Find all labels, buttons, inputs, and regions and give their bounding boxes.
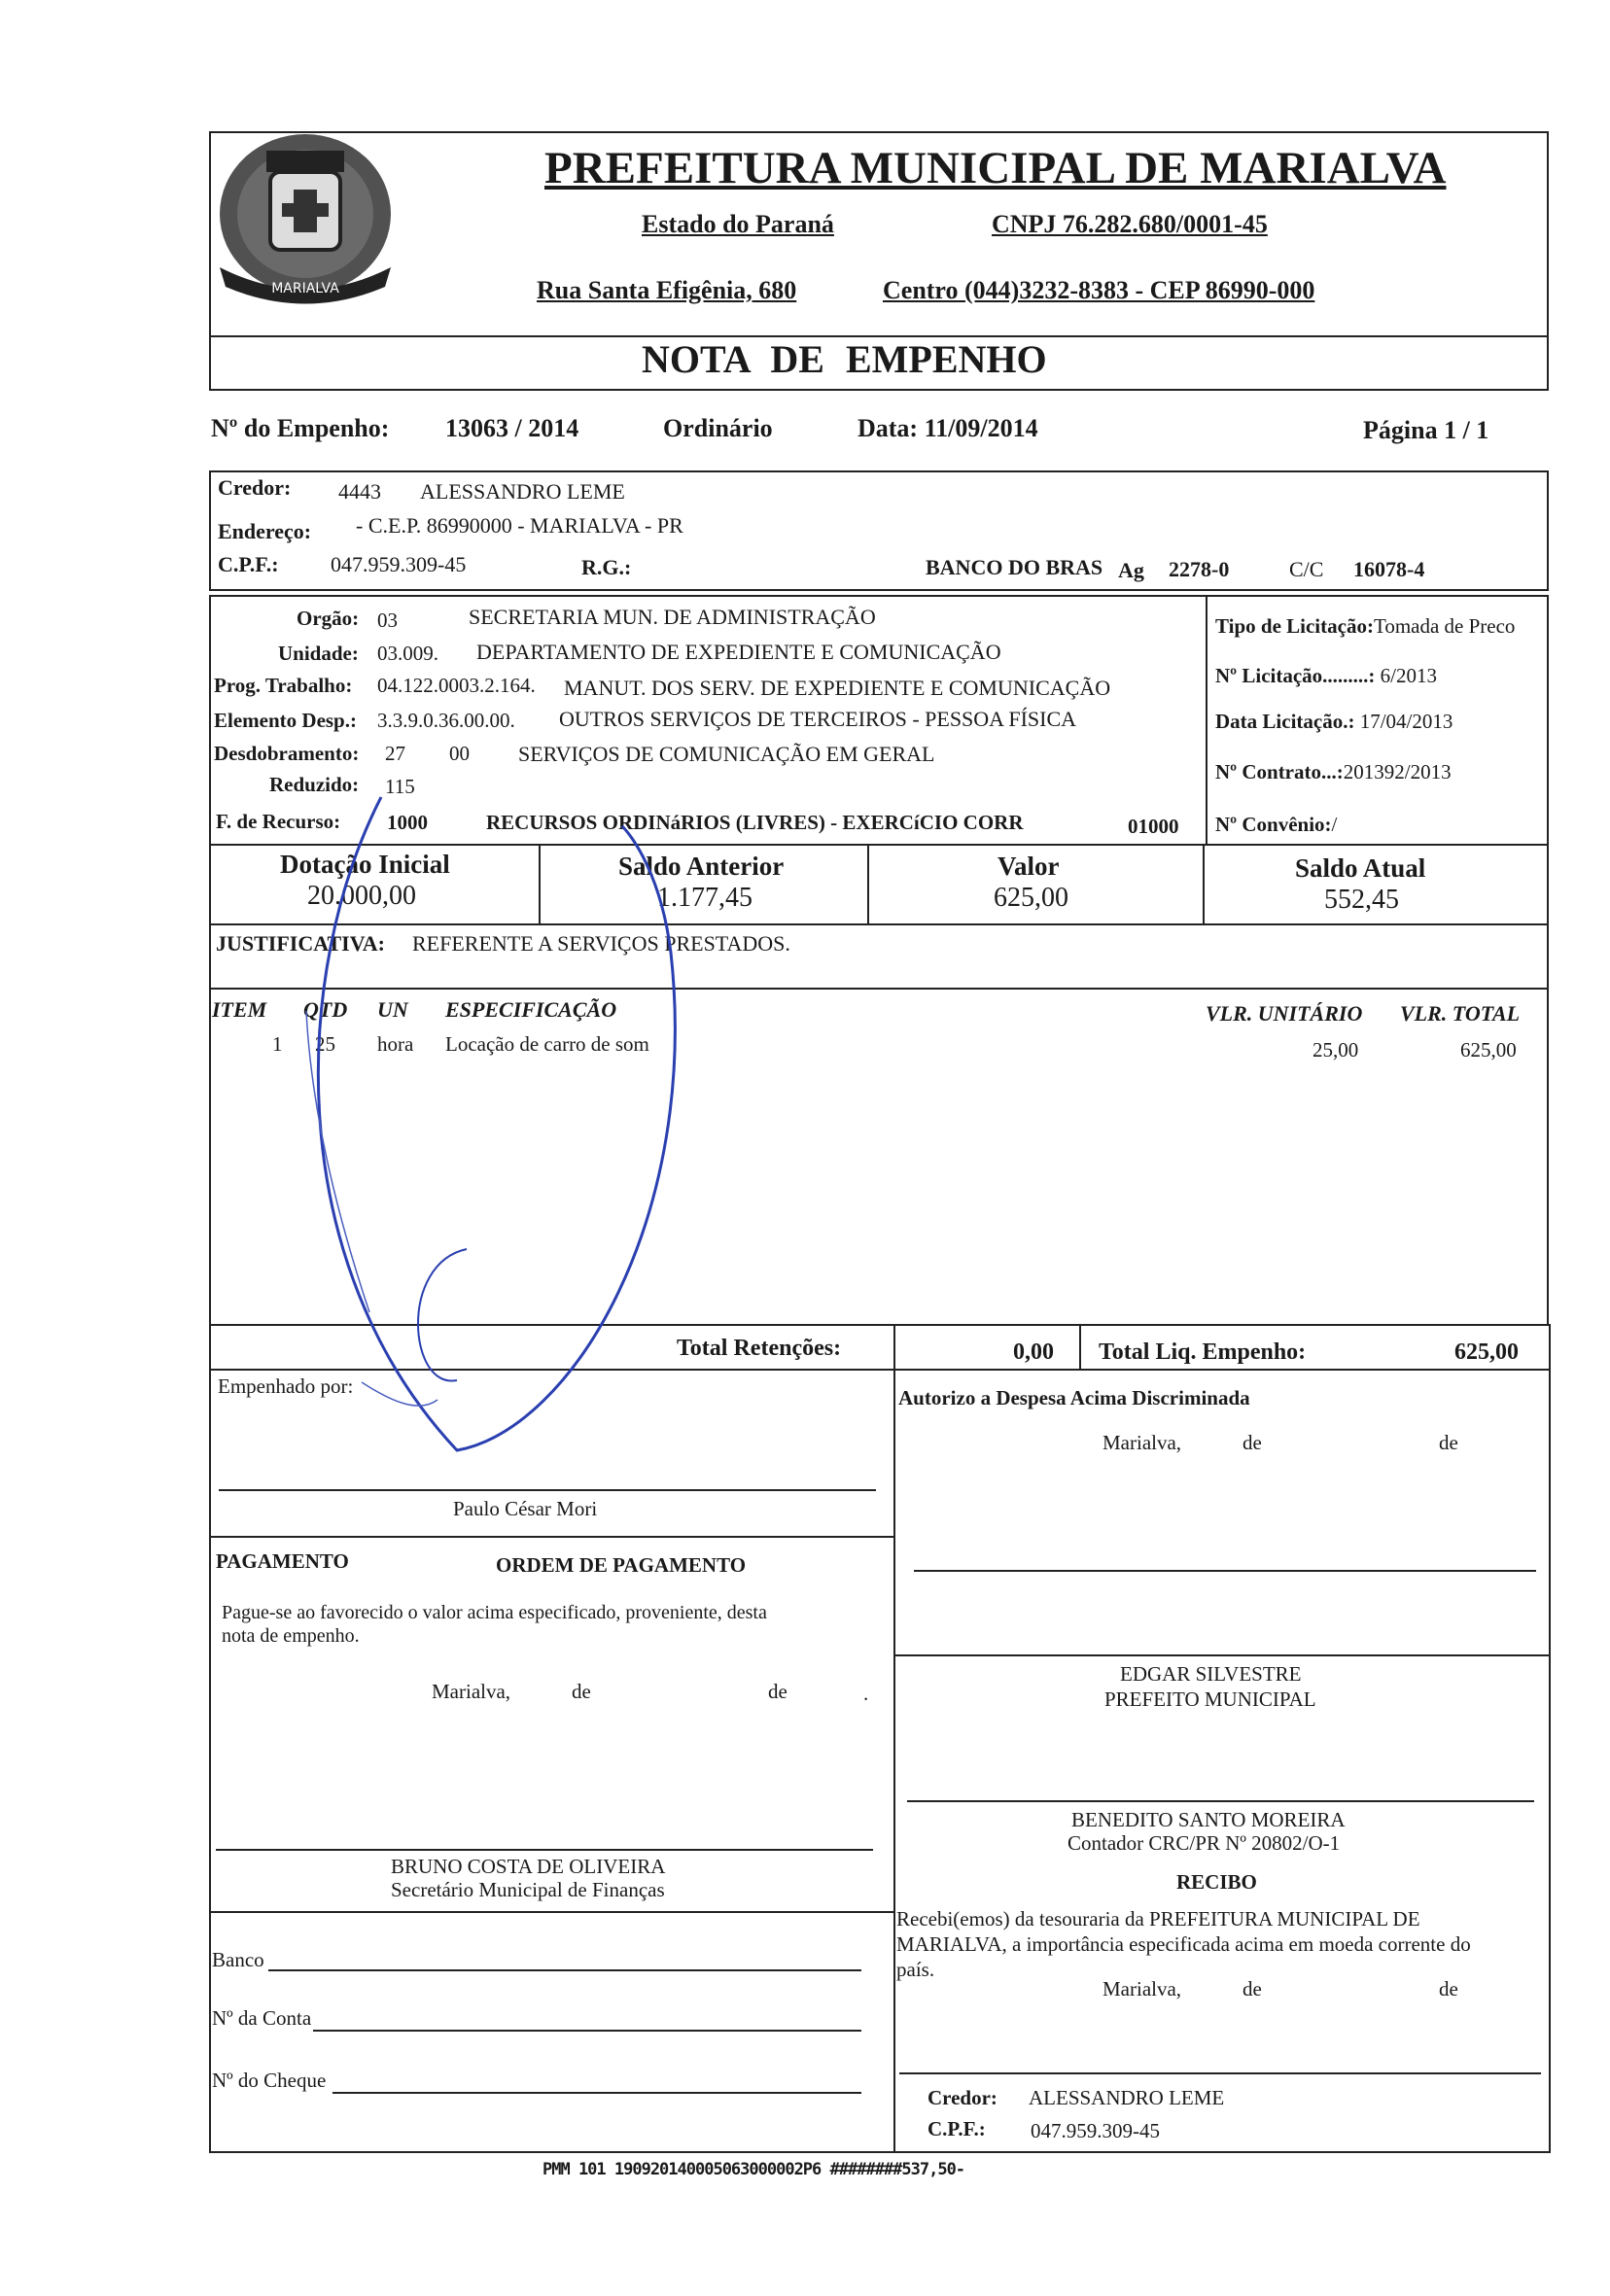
street-address: Rua Santa Efigênia, 680 [537, 276, 797, 304]
address-label: Endereço: [218, 519, 312, 543]
reduzido-value: 115 [385, 775, 415, 798]
credor-address: - C.E.P. 86990000 - MARIALVA - PR [356, 513, 683, 538]
banco-field[interactable] [268, 1969, 861, 1971]
recibo-cpf-value: 047.959.309-45 [1031, 2119, 1160, 2142]
row-un: hora [377, 1032, 414, 1056]
pagamento-de-2: de [768, 1680, 788, 1703]
recibo-text-1: Recebi(emos) da tesouraria da PREFEITURA MUNICIPAL DE [896, 1907, 1420, 1931]
empenho-date: Data: 11/09/2014 [858, 414, 1038, 442]
licitacao-data-value: 17/04/2013 [1359, 710, 1453, 733]
dotacao-value: 20.000,00 [307, 881, 416, 911]
col-un: UN [377, 997, 408, 1022]
reduzido-label: Reduzido: [269, 773, 360, 796]
contador-title: Contador CRC/PR Nº 20802/O-1 [1068, 1831, 1341, 1855]
autorizo-de-2: de [1439, 1431, 1458, 1454]
retencoes-value: 0,00 [1013, 1339, 1054, 1365]
retencoes-bottom-line [893, 1369, 1549, 1371]
prog-name: MANUT. DOS SERV. DE EXPEDIENTE E COMUNICAÇÃO [564, 676, 1111, 700]
desdobramento-name: SERVIÇOS DE COMUNICAÇÃO EM GERAL [518, 742, 935, 766]
saldo-atual-label: Saldo Atual [1295, 853, 1426, 883]
pagamento-dot: . [863, 1682, 869, 1705]
footer-code: PMM 101 190920140005063000002P6 ########537,50- [542, 2160, 965, 2179]
pague-text-1: Pague-se ao favorecido o valor acima especificado, proveniente, desta [222, 1602, 767, 1623]
autorizo-de-1: de [1242, 1431, 1262, 1454]
contador-signature-line [907, 1800, 1534, 1802]
row-spec: Locação de carro de som [445, 1032, 649, 1056]
unidade-code: 03.009. [377, 642, 438, 665]
dotacao-label: Dotação Inicial [280, 850, 450, 879]
svg-text:MARIALVA: MARIALVA [271, 281, 339, 296]
recurso-code: 1000 [387, 811, 428, 834]
recibo-signature-line [899, 2072, 1541, 2074]
municipal-crest [210, 122, 401, 306]
col-qtd: QTD [303, 997, 348, 1022]
budget-divider [1206, 595, 1208, 846]
licitacao-convenio [1215, 813, 1337, 837]
total-liq-label: Total Liq. Empenho: [1099, 1339, 1307, 1365]
empenhado-label: Empenhado por: [218, 1374, 354, 1398]
recurso-name: RECURSOS ORDINáRIOS (LIVRES) - EXERCíCIO CORR [486, 811, 1024, 834]
licitacao-contrato [1215, 760, 1452, 784]
empenho-label: Nº do Empenho: [211, 414, 390, 442]
unidade-name: DEPARTAMENTO DE EXPEDIENTE E COMUNICAÇÃO [476, 640, 1001, 664]
orgao-name: SECRETARIA MUN. DE ADMINISTRAÇÃO [469, 605, 876, 629]
secretario-signature-line [216, 1849, 873, 1851]
valor-value: 625,00 [994, 883, 1068, 913]
retencoes-divider-1 [893, 1324, 895, 1371]
retencoes-divider-2 [1079, 1324, 1081, 1371]
col-unit-price: VLR. UNITÁRIO [1206, 1001, 1363, 1026]
convenio-value: / [1331, 813, 1338, 836]
retencoes-top-line [209, 1324, 1549, 1326]
pagamento-label: PAGAMENTO [216, 1549, 349, 1573]
rg-label: R.G.: [581, 555, 632, 579]
justificativa-box [209, 923, 1549, 990]
pague-text-2: nota de empenho. [222, 1625, 360, 1647]
bank-section-top-line [209, 1911, 893, 1913]
lower-left-border [209, 1324, 211, 2153]
col-total: VLR. TOTAL [1400, 1001, 1521, 1026]
lower-right-border [1549, 1324, 1551, 2153]
elemento-code: 3.3.9.0.36.00.00. [377, 709, 515, 732]
empenho-type: Ordinário [663, 414, 773, 442]
cpf-label: C.P.F.: [218, 552, 279, 576]
row-unit-price: 25,00 [1312, 1038, 1359, 1061]
row-total: 625,00 [1460, 1038, 1517, 1061]
credor-label: Credor: [218, 475, 292, 500]
page-number: Página 1 / 1 [1363, 416, 1489, 444]
retencoes-label: Total Retenções: [677, 1336, 842, 1361]
account-number: 16078-4 [1353, 557, 1425, 581]
recibo-text-3: país. [896, 1958, 935, 1981]
lower-middle-divider [893, 1369, 895, 2151]
empenhado-name: Paulo César Mori [453, 1497, 598, 1520]
banco-label: Banco [212, 1948, 264, 1971]
secretario-name: BRUNO COSTA DE OLIVEIRA [391, 1855, 666, 1878]
total-liq-value: 625,00 [1454, 1339, 1519, 1365]
desdobramento-code: 27 [385, 742, 405, 765]
desdobramento-sub: 00 [449, 742, 470, 765]
licitacao-data-label: Data Licitação.: [1215, 710, 1355, 733]
state-name: Estado do Paraná [642, 210, 834, 238]
prog-code: 04.122.0003.2.164. [377, 674, 536, 697]
recibo-credor-label: Credor: [928, 2086, 998, 2109]
credor-cpf: 047.959.309-45 [331, 552, 467, 576]
pagamento-city: Marialva, [432, 1680, 511, 1703]
prefeito-name: EDGAR SILVESTRE [1120, 1662, 1302, 1686]
prog-label: Prog. Trabalho: [214, 674, 353, 697]
prefeito-title: PREFEITO MUNICIPAL [1104, 1687, 1316, 1711]
autorizo-text: Autorizo a Despesa Acima Discriminada [898, 1386, 1250, 1409]
totals-divider-3 [1203, 844, 1205, 925]
bank-name: BANCO DO BRAS [926, 555, 1103, 579]
row-item: 1 [272, 1032, 283, 1056]
saldo-atual-value: 552,45 [1324, 885, 1399, 915]
secretario-title: Secretário Municipal de Finanças [391, 1878, 665, 1901]
totals-divider-2 [867, 844, 869, 925]
credor-code: 4443 [338, 479, 381, 504]
recurso-extra: 01000 [1128, 815, 1179, 838]
convenio-label: Nº Convênio: [1215, 813, 1332, 836]
autorizo-city: Marialva, [1102, 1431, 1182, 1454]
totals-divider-1 [539, 844, 541, 925]
valor-label: Valor [998, 852, 1060, 881]
conta-field[interactable] [313, 2030, 861, 2032]
district-phone-cep: Centro (044)3232-8383 - CEP 86990-000 [883, 276, 1315, 304]
orgao-label: Orgão: [297, 607, 360, 630]
agency-label: Ag [1118, 558, 1144, 582]
agency-number: 2278-0 [1169, 557, 1230, 581]
contrato-label: Nº Contrato...: [1215, 760, 1344, 783]
orgao-code: 03 [377, 609, 398, 632]
recurso-label: F. de Recurso: [216, 810, 341, 833]
licitacao-tipo-label: Tipo de Licitação: [1215, 614, 1374, 638]
municipality-title: PREFEITURA MUNICIPAL DE MARIALVA [544, 143, 1447, 193]
col-spec: ESPECIFICAÇÃO [445, 997, 617, 1022]
recibo-credor-name: ALESSANDRO LEME [1029, 2086, 1225, 2109]
licitacao-numero-label: Nº Licitação.........: [1215, 664, 1376, 687]
recibo-cpf-label: C.P.F.: [928, 2117, 986, 2140]
lower-bottom-border [209, 2151, 1551, 2153]
prefeito-top-line [893, 1654, 1549, 1656]
licitacao-tipo [1215, 614, 1515, 639]
empenho-number: 13063 / 2014 [445, 414, 579, 442]
contador-name: BENEDITO SANTO MOREIRA [1071, 1808, 1346, 1831]
desdobramento-label: Desdobramento: [214, 742, 360, 765]
cheque-field[interactable] [332, 2092, 861, 2094]
ordem-pagamento-label: ORDEM DE PAGAMENTO [496, 1553, 747, 1577]
justificativa-label: JUSTIFICATIVA: [216, 931, 386, 956]
unidade-label: Unidade: [278, 642, 359, 665]
row-qtd: 25 [315, 1032, 335, 1056]
col-item: ITEM [212, 997, 267, 1022]
pagamento-de-1: de [572, 1680, 591, 1703]
elemento-label: Elemento Desp.: [214, 709, 357, 732]
justificativa-text: REFERENTE A SERVIÇOS PRESTADOS. [412, 931, 790, 956]
recibo-de-2: de [1439, 1977, 1458, 2000]
credor-name: ALESSANDRO LEME [420, 479, 625, 504]
recibo-de-1: de [1242, 1977, 1262, 2000]
saldo-anterior-label: Saldo Anterior [618, 852, 785, 881]
cheque-label: Nº do Cheque [212, 2069, 327, 2092]
pagamento-top-line [209, 1536, 893, 1538]
recibo-city: Marialva, [1102, 1977, 1182, 2000]
licitacao-numero [1215, 664, 1437, 688]
empenhado-signature-line [219, 1489, 876, 1491]
cnpj: CNPJ 76.282.680/0001-45 [992, 210, 1268, 238]
recibo-label: RECIBO [1176, 1870, 1257, 1894]
saldo-anterior-value: 1.177,45 [657, 883, 752, 913]
account-label: C/C [1289, 557, 1324, 581]
licitacao-tipo-value: Tomada de Preco [1373, 614, 1516, 638]
elemento-name: OUTROS SERVIÇOS DE TERCEIROS - PESSOA FÍSICA [559, 707, 1077, 731]
licitacao-numero-value: 6/2013 [1380, 664, 1437, 687]
recibo-text-2: MARIALVA, a importância especificada acima em moeda corrente do [896, 1932, 1471, 1956]
autorizo-signature-line [914, 1570, 1536, 1572]
licitacao-data [1215, 710, 1452, 734]
contrato-value: 201392/2013 [1343, 760, 1452, 783]
empenhado-top-line [209, 1369, 893, 1371]
conta-label: Nº da Conta [212, 2006, 312, 2030]
doc-title: NOTA DE EMPENHO [642, 337, 1047, 381]
